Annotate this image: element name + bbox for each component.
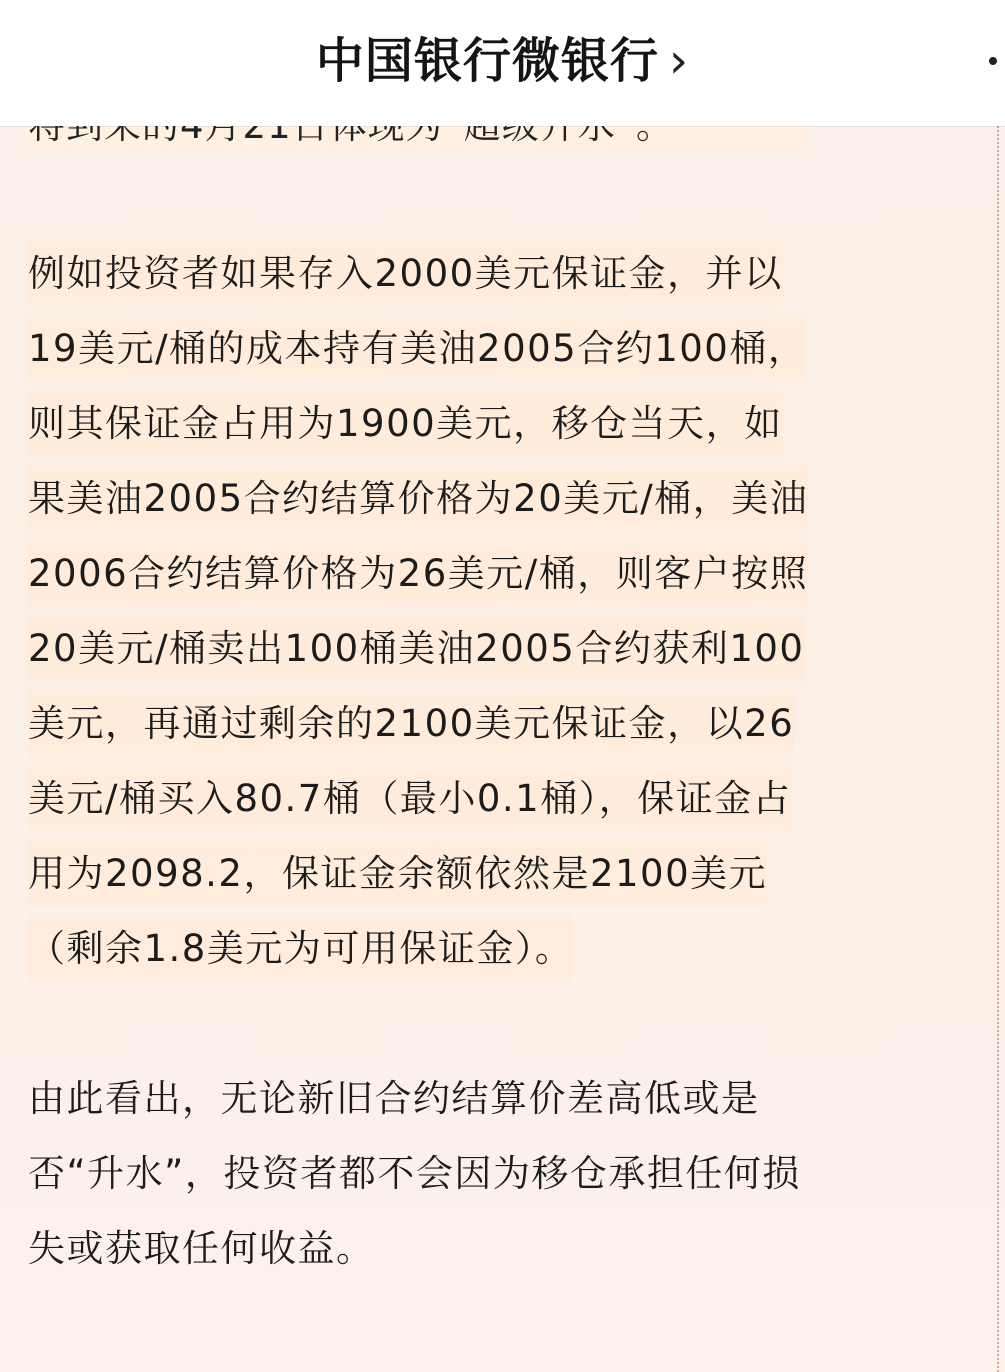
text-line: 美元，再通过剩余的2100美元保证金，以26: [28, 686, 794, 761]
scroll-edge-divider: [997, 126, 999, 1372]
account-title-link[interactable]: [0, 30, 1005, 92]
text-line: 20美元/桶卖出100桶美油2005合约获利100: [28, 611, 804, 686]
text-line: （剩余1.8美元为可用保证金）。: [28, 911, 573, 986]
app-header: [0, 0, 1005, 126]
article-body: [28, 236, 950, 1286]
text-line: 19美元/桶的成本持有美油2005合约100桶，: [28, 311, 806, 386]
text-line: 果美油2005合约结算价格为20美元/桶，美油: [28, 461, 808, 536]
text-line: 由此看出，无论新旧合约结算价差高低或是: [28, 1077, 760, 1120]
text-line: 例如投资者如果存入2000美元保证金，并以: [28, 236, 783, 311]
paragraph-conclusion: [28, 1061, 950, 1286]
text-line: 2006合约结算价格为26美元/桶，则客户按照: [28, 536, 808, 611]
text-line: 否“升水”，投资者都不会因为移仓承担任何损: [28, 1152, 801, 1195]
text-line: 用为2098.2，保证金余额依然是2100美元: [28, 836, 767, 911]
account-title: 中国银行微银行: [315, 33, 659, 89]
more-dot-icon[interactable]: [989, 57, 997, 65]
text-line: 则其保证金占用为1900美元，移仓当天，如: [28, 386, 783, 461]
text-line: 美元/桶买入80.7桶（最小0.1桶），保证金占: [28, 761, 791, 836]
paragraph-example: [28, 236, 950, 986]
text-line: 失或获取任何收益。: [28, 1227, 375, 1270]
chevron-right-icon: ›: [668, 33, 690, 89]
